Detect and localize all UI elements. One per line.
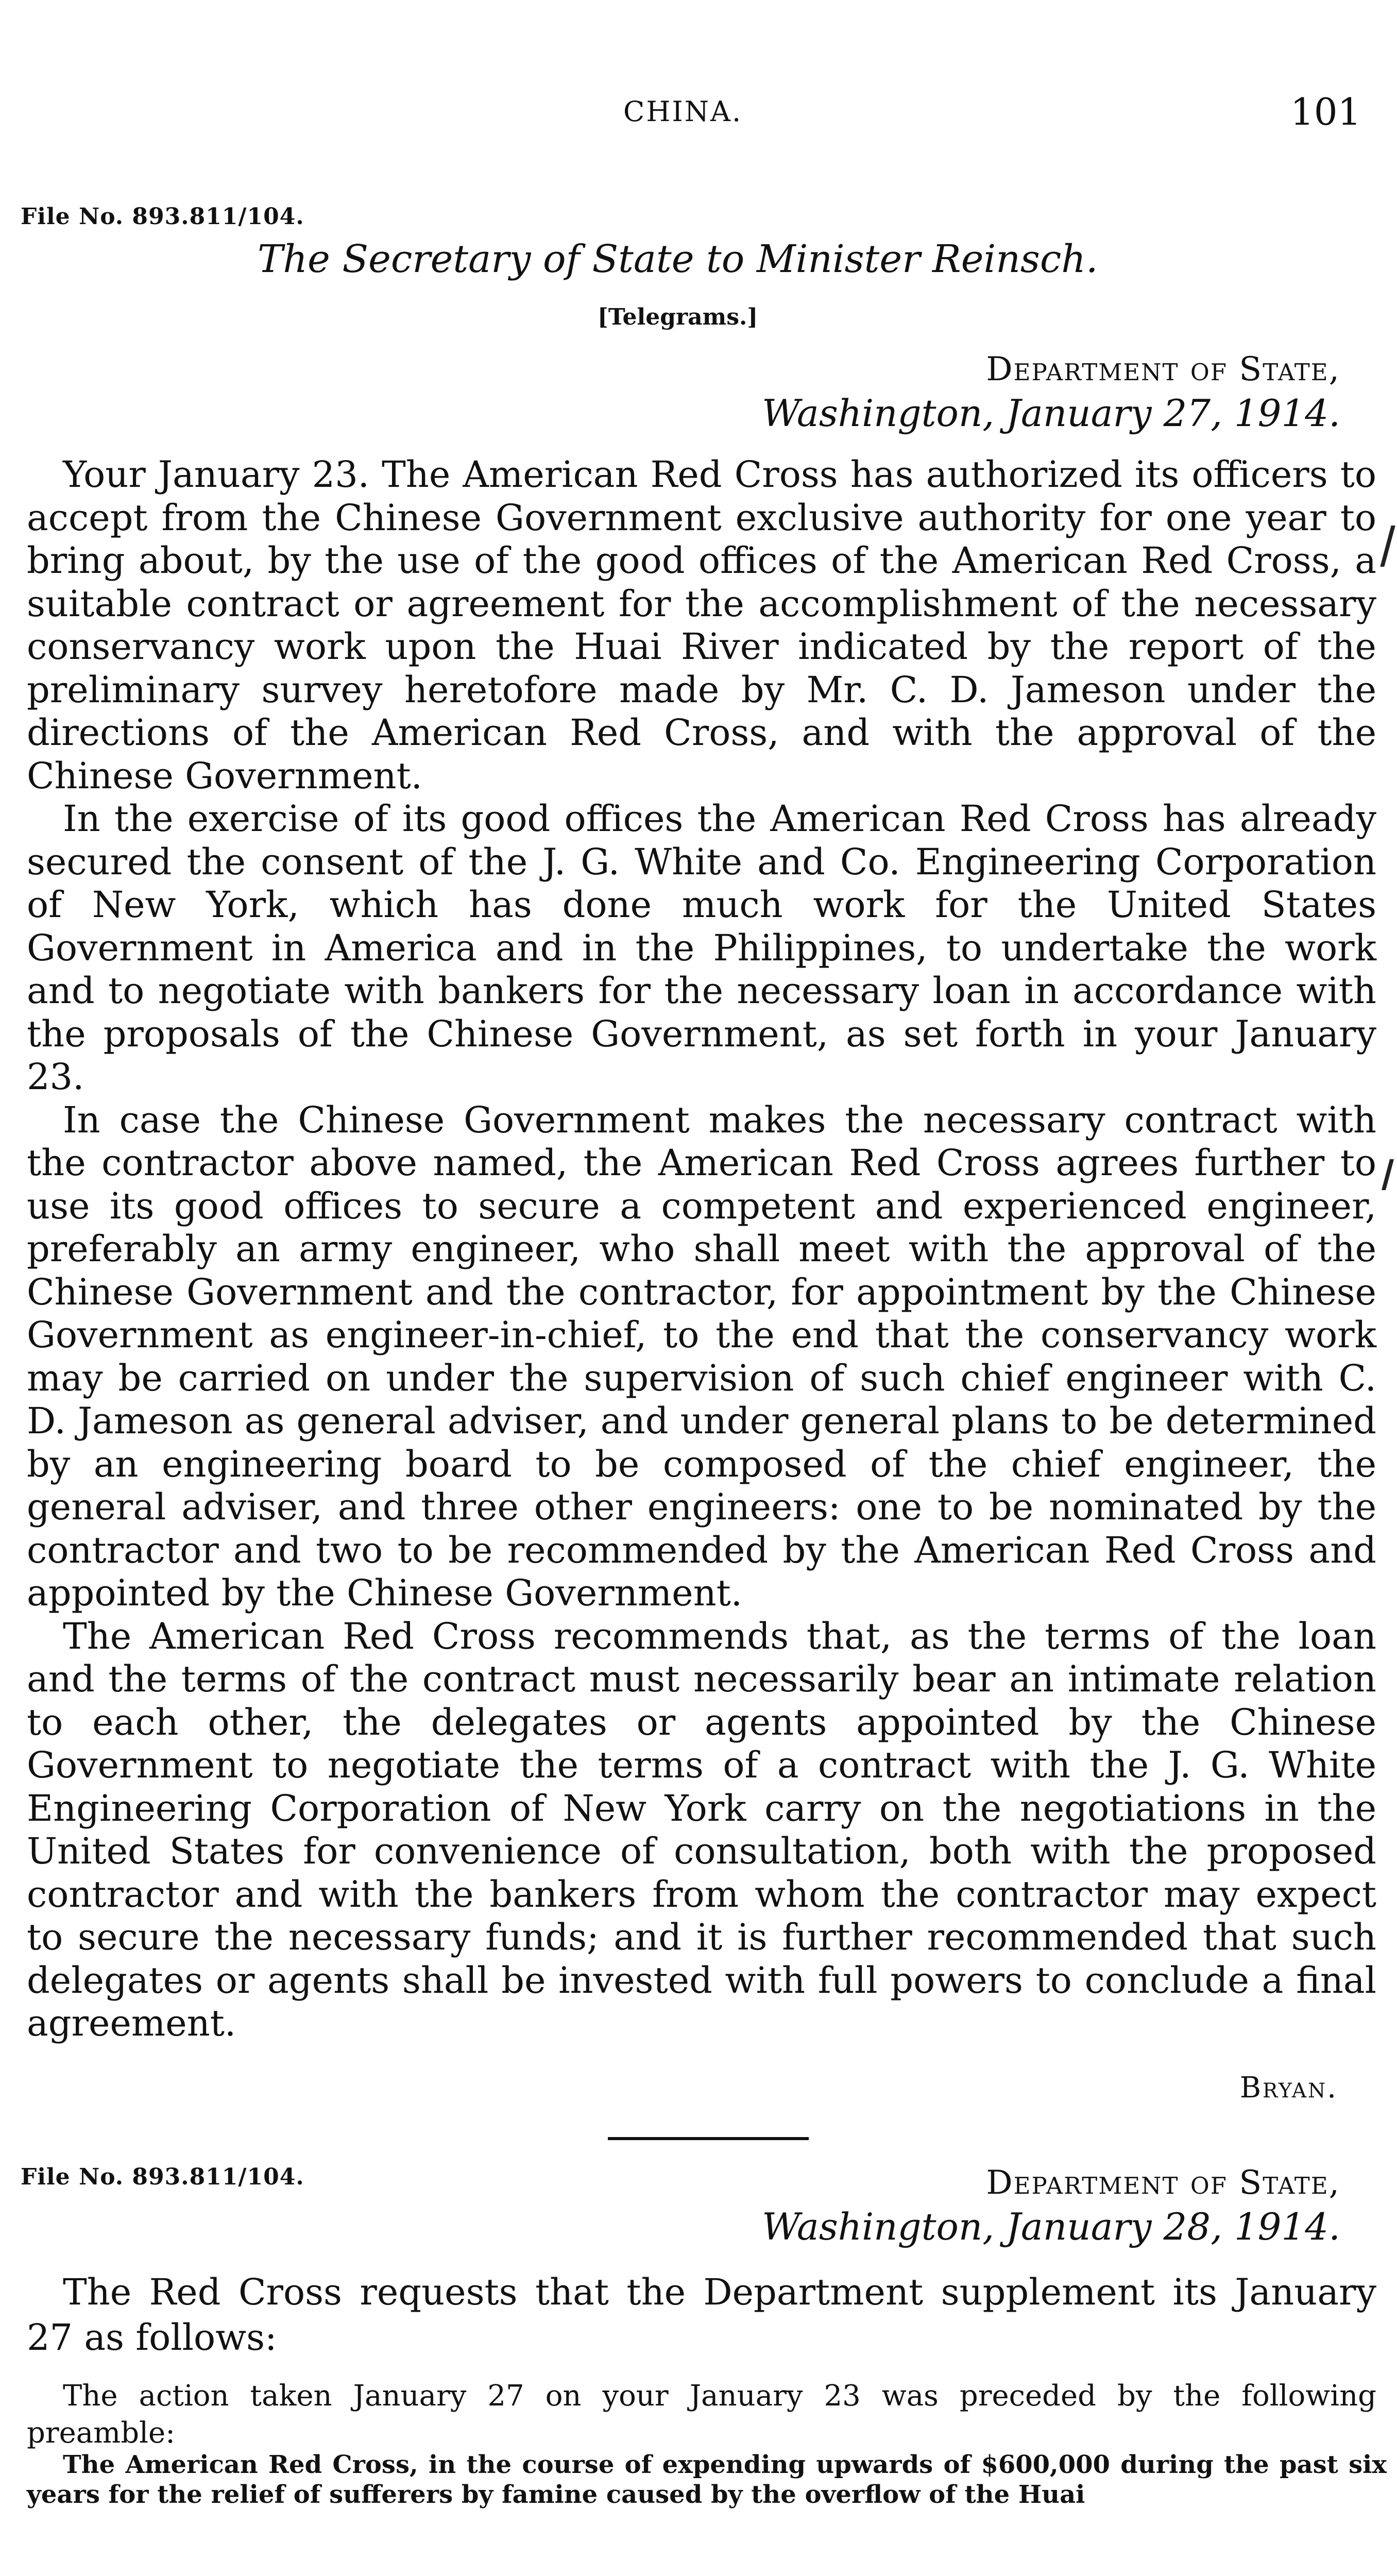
file-number: File No. 893.811/104. [21,204,304,230]
running-head-title: CHINA. [623,95,743,128]
running-head [0,90,1397,137]
dateline-2 [762,2164,1340,2248]
date-line: Washington, January 27, 1914. [762,392,1340,435]
signature: Bryan. [1239,2071,1338,2105]
file-number-2: File No. 893.811/104. [21,2164,304,2190]
quoted-preamble [27,2450,1387,2510]
paragraph: The American Red Cross, in the course of expending upwards of $600,000 during the past six years for the relief of sufferers by famine caused by the overflow of the Huai [27,2450,1387,2509]
date-line: Washington, January 28, 1914. [762,2205,1340,2248]
margin-mark [1380,526,1395,567]
telegram-body [27,453,1376,2045]
document-title: The Secretary of State to Minister Reinsch. [258,237,1098,281]
paragraph: The Red Cross requests that the Department supplement its January 27 as follows: [27,2271,1376,2359]
telegrams-note: [Telegrams.] [598,304,758,330]
supplement-body [27,2269,1376,2360]
dateline [762,350,1340,435]
department-name: Department of State, [986,2164,1340,2202]
margin-mark [1382,1159,1394,1190]
page-number: 101 [1290,90,1361,133]
department-name: Department of State, [986,350,1340,388]
paragraph: In case the Chinese Government makes the necessary contract with the contractor above named, the American Red Cross agrees further to use its good offices to secure a competent and experienced engineer, preferably an army engineer, who shall meet with the approval of the Chinese Government and the contractor, for appointment by the Chinese Government as engineer-in-chief, to the end that the conservancy work may be carried on under the supervision of such chief engineer with C. D. Jameson as general adviser, and under general plans to be determined by an engineering board to be composed of the chief engineer, the general adviser, and three other engineers: one to be nominated by the contractor and two to be recommended by the American Red Cross and appointed by the Chinese Government. [27,1098,1376,1614]
section-divider [608,2137,809,2140]
paragraph: The American Red Cross recommends that, as the terms of the loan and the terms of the contract must necessarily bear an intimate relation to each other, the delegates or agents appointed by the Chinese Government to negotiate the terms of a contract with the J. G. White Engineering Corporation of New York carry on the negotiations in the United States for convenience of consultation, both with the proposed contractor and with the bankers from whom the contractor may expect to secure the necessary funds; and it is further recommended that such delegates or agents shall be invested with full powers to conclude a final agreement. [27,1615,1376,2044]
quoted-intro [27,2378,1376,2452]
paragraph: Your January 23. The American Red Cross has authorized its officers to accept from the Chinese Government exclusive authority for one year to bring about, by the use of the good offices of the American Red Cross, a suitable contract or agreement for the accomplishment of the necessary conservancy work upon the Huai River indicated by the report of the preliminary survey heretofore made by Mr. C. D. Jameson under the directions of the American Red Cross, and with the approval of the Chinese Government. [27,453,1376,797]
paragraph: In the exercise of its good offices the American Red Cross has already secured the consent of the J. G. White and Co. Engineering Corporation of New York, which has done much work for the United States Government in America and in the Philippines, to undertake the work and to negotiate with bankers for the necessary loan in accordance with the proposals of the Chinese Government, as set forth in your January 23. [27,798,1376,1098]
paragraph: The action taken January 27 on your January 23 was preceded by the following preamble: [27,2379,1376,2450]
